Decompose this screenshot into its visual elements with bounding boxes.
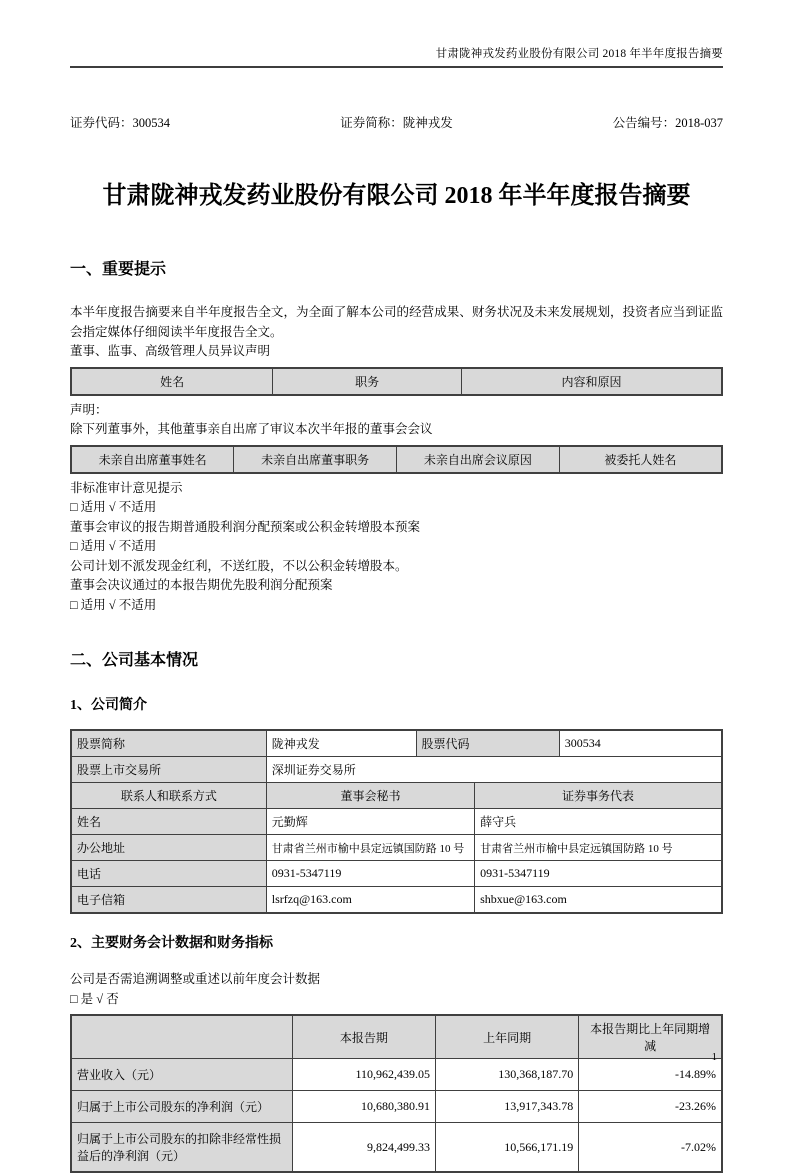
table-row bbox=[71, 1059, 722, 1091]
dissent-col-position: 职务 bbox=[273, 368, 462, 395]
fin-col-blank bbox=[71, 1015, 292, 1059]
statement-label: 声明： bbox=[70, 402, 108, 417]
table-row bbox=[71, 835, 722, 861]
absent-col-reason: 未亲自出席会议原因 bbox=[397, 446, 560, 473]
stock-code-text: 证券代码：300534 bbox=[70, 116, 171, 130]
profile-secretary-address: 甘肃省兰州市榆中县定远镇国防路 10 号 bbox=[266, 835, 474, 861]
profile-stock-code-label: 股票代码 bbox=[416, 730, 559, 757]
restatement-note: 公司是否需追溯调整或重述以前年度会计数据 bbox=[70, 972, 321, 986]
profile-representative-name: 薛守兵 bbox=[475, 809, 722, 835]
fin-change-value: -23.26% bbox=[579, 1091, 722, 1123]
fin-current-value: 110,962,439.05 bbox=[292, 1059, 435, 1091]
profile-row-label: 电话 bbox=[71, 861, 266, 887]
profile-representative-address: 甘肃省兰州市榆中县定远镇国防路 10 号 bbox=[475, 835, 722, 861]
intro-paragraph: 本半年度报告摘要来自半年度报告全文，为全面了解本公司的经营成果、财务状况及未来发展规划，投资者应当到证监会指定媒体仔细阅读半年度报告全文。 bbox=[70, 305, 723, 339]
profile-stock-code-value: 300534 bbox=[559, 730, 722, 757]
preferred-dividend-note: 董事会决议通过的本报告期优先股利润分配预案 bbox=[70, 578, 333, 592]
fin-change-value: -7.02% bbox=[579, 1123, 722, 1173]
profile-secretary-name: 元勤辉 bbox=[266, 809, 474, 835]
dividend-plan-text: 公司计划不派发现金红利，不送红股，不以公积金转增股本。 bbox=[70, 558, 408, 573]
fin-prior-value: 13,917,343.78 bbox=[436, 1091, 579, 1123]
table-row bbox=[71, 809, 722, 835]
profile-representative-phone: 0931-5347119 bbox=[475, 861, 722, 887]
audit-applicable-choice: □ 适用 √ 不适用 bbox=[70, 500, 157, 514]
fin-col-change: 本报告期比上年同期增减 bbox=[579, 1015, 722, 1059]
document-title: 甘肃陇神戎发药业股份有限公司 2018 年半年度报告摘要 bbox=[102, 183, 691, 209]
fin-col-prior: 上年同期 bbox=[436, 1015, 579, 1059]
company-profile-table bbox=[70, 729, 723, 914]
table-row bbox=[71, 1123, 722, 1173]
profile-exchange-label: 股票上市交易所 bbox=[71, 757, 266, 783]
dividend-applicable-choice: □ 适用 √ 不适用 bbox=[70, 539, 157, 553]
fin-row-label: 营业收入（元） bbox=[71, 1059, 292, 1091]
absent-col-delegate: 被委托人姓名 bbox=[559, 446, 722, 473]
dissent-col-name: 姓名 bbox=[71, 368, 273, 395]
profile-secretary-header: 董事会秘书 bbox=[266, 783, 474, 809]
dissent-col-reason: 内容和原因 bbox=[462, 368, 722, 395]
attendance-note: 除下列董事外，其他董事亲自出席了审议本次半年报的董事会会议 bbox=[70, 422, 433, 436]
section-heading-company-basics: 二、公司基本情况 bbox=[70, 652, 199, 669]
fin-prior-value: 130,368,187.70 bbox=[436, 1059, 579, 1091]
fin-prior-value: 10,566,171.19 bbox=[436, 1123, 579, 1173]
preferred-applicable-choice: □ 适用 √ 不适用 bbox=[70, 597, 157, 612]
profile-row-label: 姓名 bbox=[71, 809, 266, 835]
section-heading-important-notice: 一、重要提示 bbox=[70, 261, 167, 278]
fin-col-current: 本报告期 bbox=[292, 1015, 435, 1059]
absent-col-name: 未亲自出席董事姓名 bbox=[71, 446, 234, 473]
announcement-no-text: 公告编号：2018-037 bbox=[612, 116, 724, 130]
fin-row-label: 归属于上市公司股东的净利润（元） bbox=[71, 1091, 292, 1123]
table-row bbox=[71, 861, 722, 887]
header-divider-line bbox=[70, 66, 723, 68]
absent-directors-table bbox=[70, 445, 723, 474]
fin-current-value: 10,680,380.91 bbox=[292, 1091, 435, 1123]
profile-representative-email: shbxue@163.com bbox=[475, 887, 722, 914]
audit-opinion-note: 非标准审计意见提示 bbox=[70, 480, 183, 495]
profile-row-label: 电子信箱 bbox=[71, 887, 266, 914]
stock-abbr-text: 证券简称：陇神戎发 bbox=[340, 116, 453, 130]
profile-stock-abbr-label: 股票简称 bbox=[71, 730, 266, 757]
restatement-choice: □ 是 √ 否 bbox=[70, 991, 119, 1006]
dividend-note: 董事会审议的报告期普通股利润分配预案或公积金转增股本预案 bbox=[70, 519, 421, 534]
subsection-company-intro: 1、公司简介 bbox=[70, 698, 147, 713]
profile-stock-abbr-value: 陇神戎发 bbox=[266, 730, 416, 757]
profile-secretary-email: lsrfzq@163.com bbox=[266, 887, 474, 914]
subsection-financial-data: 2、主要财务会计数据和财务指标 bbox=[70, 936, 273, 951]
absent-col-position: 未亲自出席董事职务 bbox=[234, 446, 397, 473]
profile-secretary-phone: 0931-5347119 bbox=[266, 861, 474, 887]
dissent-table bbox=[70, 367, 723, 396]
dissent-statement-title: 董事、监事、高级管理人员异议声明 bbox=[70, 344, 271, 358]
profile-exchange-value: 深圳证券交易所 bbox=[266, 757, 722, 783]
table-row bbox=[71, 1091, 722, 1123]
table-row bbox=[71, 887, 722, 914]
fin-row-label: 归属于上市公司股东的扣除非经常性损益后的净利润（元） bbox=[71, 1123, 292, 1173]
security-meta-row bbox=[70, 113, 723, 131]
fin-change-value: -14.89% bbox=[579, 1059, 722, 1091]
running-header-title: 甘肃陇神戎发药业股份有限公司 2018 年半年度报告摘要 bbox=[435, 48, 723, 60]
profile-contact-header: 联系人和联系方式 bbox=[71, 783, 266, 809]
profile-row-label: 办公地址 bbox=[71, 835, 266, 861]
financial-indicators-table bbox=[70, 1014, 723, 1173]
page-number: 1 bbox=[711, 1052, 717, 1063]
fin-current-value: 9,824,499.33 bbox=[292, 1123, 435, 1173]
profile-representative-header: 证券事务代表 bbox=[475, 783, 722, 809]
